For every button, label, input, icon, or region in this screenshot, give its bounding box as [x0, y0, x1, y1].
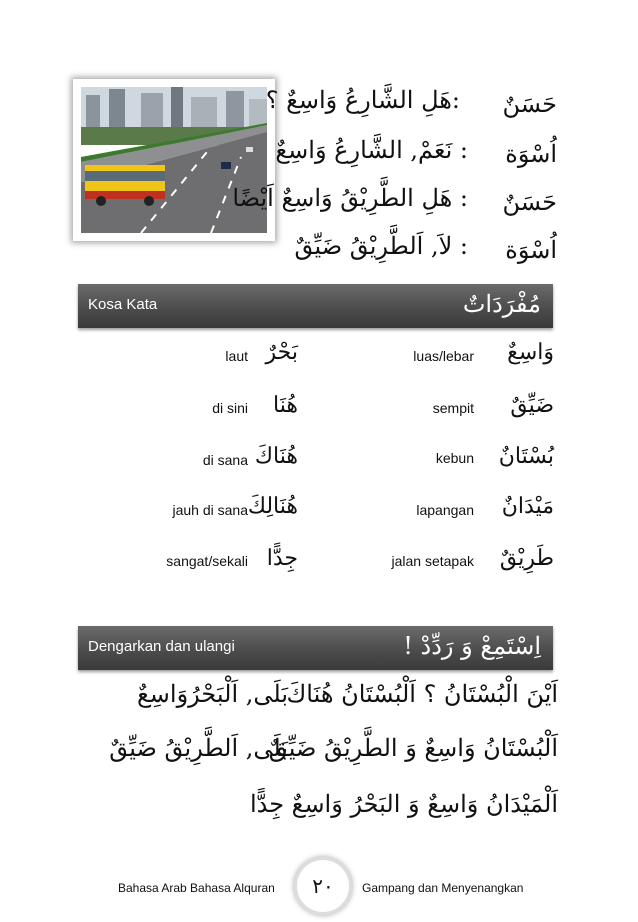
vocab-left-meaning: laut	[225, 348, 248, 364]
dialog-line-2: : نَعَمْ, الشَّارِعُ وَاسِعٌ	[275, 136, 468, 164]
vocab-left-arabic: جِدًّا	[266, 546, 298, 571]
dialog-line-3: : هَلِ الطَّرِيْقُ وَاسِعٌ اَيْضًا	[232, 184, 468, 212]
listen-line-right: اَيْنَ الْبُسْتَانُ ؟ اَلْبُسْتَانُ هُنَاكَ	[286, 680, 558, 708]
vocab-left-arabic: هُنَالِكَ	[247, 494, 298, 519]
listen-arabic-title: اِسْتَمِعْ وَ رَدِّدْ !	[403, 632, 541, 660]
vocab-right-arabic: مَيْدَانٌ	[501, 494, 554, 519]
vocab-right-meaning: kebun	[435, 450, 474, 466]
kosa-kata-label: Kosa Kata	[88, 296, 158, 313]
dialog-line-1: :هَلِ الشَّارِعُ وَاسِعٌ ؟	[265, 86, 460, 114]
page-number: ٢٠	[294, 857, 352, 915]
vocab-left-meaning: di sini	[212, 400, 248, 416]
vocab-left-arabic: هُنَاكَ	[254, 444, 298, 469]
vocab-right-meaning: sempit	[432, 400, 474, 416]
kosa-kata-arabic-title: مُفْرَدَاتٌ	[462, 290, 541, 318]
vocab-right-arabic: بُسْتَانٌ	[498, 444, 554, 469]
kosa-kata-header	[78, 284, 553, 328]
vocab-left-meaning: sangat/sekali	[166, 553, 248, 569]
dialog-line-4: : لاَ, اَلطَّرِيْقُ ضَيِّقٌ	[294, 232, 468, 260]
vocab-left-meaning: di sana	[202, 452, 248, 468]
footer-right-text: Gampang dan Menyenangkan	[362, 881, 524, 895]
dialog-speaker-3: حَسَنٌ	[502, 188, 557, 216]
listen-line-left: بَلَى, اَلْبَحْرُوَاسِعٌ	[137, 680, 288, 708]
listen-line-right: اَلْبُسْتَانُ وَاسِعٌ وَ الطَّرِيْقُ ضَيِّقٌ	[268, 734, 558, 762]
listen-header	[78, 626, 553, 670]
listen-label: Dengarkan dan ulangi	[88, 638, 235, 655]
vocab-right-arabic: طَرِيْقٌ	[499, 546, 554, 571]
vocab-left-meaning: jauh di sana	[172, 502, 248, 518]
dialog-speaker-1: حَسَنٌ	[502, 90, 557, 118]
footer-left-text: Bahasa Arab Bahasa Alquran	[118, 881, 275, 895]
vocab-right-arabic: ضَيِّقٌ	[510, 393, 554, 418]
vocab-right-meaning: lapangan	[416, 502, 474, 518]
vocab-right-arabic: وَاسِعٌ	[507, 340, 554, 365]
vocab-left-arabic: هُنَا	[273, 393, 298, 418]
vocab-right-meaning: jalan setapak	[391, 553, 474, 569]
dialog-speaker-2: اُسْوَة	[505, 140, 557, 168]
vocab-left-arabic: بَحْرٌ	[265, 340, 298, 365]
listen-line-right: اَلْمَيْدَانُ وَاسِعٌ وَ البَحْرُ وَاسِعٌ جِدًّا	[249, 790, 558, 818]
listen-line-left: بَلَى, اَلطَّرِيْقُ ضَيِّقٌ	[109, 734, 288, 762]
dialog-speaker-4: اُسْوَة	[505, 236, 557, 264]
vocab-right-meaning: luas/lebar	[413, 348, 474, 364]
street-photo	[73, 79, 275, 241]
